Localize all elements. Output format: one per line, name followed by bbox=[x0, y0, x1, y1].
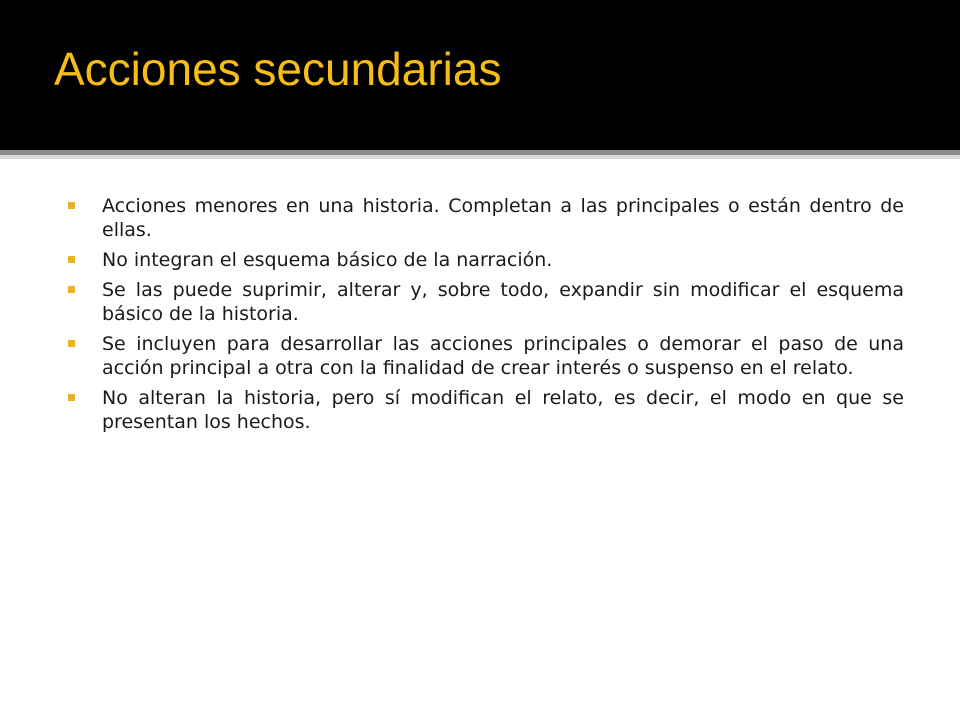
bullet-item bbox=[68, 332, 904, 380]
square-bullet-icon bbox=[68, 256, 75, 263]
bullet-text: Acciones menores en una historia. Completan a las principales o están dentro de ellas. bbox=[102, 195, 904, 241]
bullet-text: No integran el esquema básico de la narración. bbox=[102, 249, 553, 271]
bullet-item bbox=[68, 248, 904, 272]
bullet-item bbox=[68, 386, 904, 434]
bullet-text: Se incluyen para desarrollar las acciones principales o demorar el paso de una acción principal a otra con la finalidad de crear interés o suspenso en el relato. bbox=[102, 333, 904, 379]
bullet-item bbox=[68, 278, 904, 326]
slide-title: Acciones secundarias bbox=[54, 43, 502, 95]
square-bullet-icon bbox=[68, 286, 75, 293]
bullet-text: Se las puede suprimir, alterar y, sobre todo, expandir sin modificar el esquema básico de la historia. bbox=[102, 279, 904, 325]
square-bullet-icon bbox=[68, 394, 75, 401]
bullet-list bbox=[68, 194, 904, 440]
square-bullet-icon bbox=[68, 340, 75, 347]
bullet-item bbox=[68, 194, 904, 242]
title-bar bbox=[0, 0, 960, 150]
square-bullet-icon bbox=[68, 202, 75, 209]
title-divider-light bbox=[0, 155, 960, 159]
bullet-text: No alteran la historia, pero sí modifican el relato, es decir, el modo en que se presentan los hechos. bbox=[102, 387, 904, 433]
